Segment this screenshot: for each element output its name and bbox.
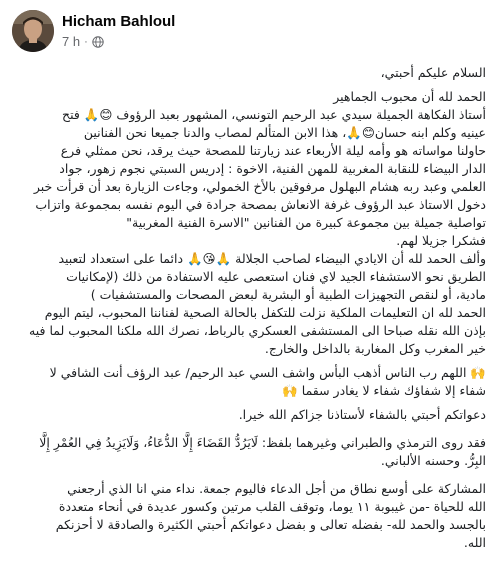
post-line: دخول الاستاذ عبد الرؤوف غرفة الانعاش بمصحة جرادة في اليوم نفسه بمجموعة واتزاب [35, 197, 486, 212]
post-line: الحمد لله أن محبوب الجماهير [333, 89, 486, 104]
post-line: عينيه وكلم ابنه حسان😊🙏، هذا الابن المتألم لمصاب والدنا جميعا نحن الفنانين [83, 125, 486, 140]
post-line: تواصلية جميلة بين مجموعة كبيرة من الفنانين "الاسرة الفنية المغربية" [126, 215, 486, 230]
post-line: حاولنا مواساته هو وأمه ليلة الأربعاء عند زيارتنا للمصحة حيث يرقد، نحن ممثلي فرع [60, 143, 486, 158]
post-line: العلمي وعبد ربه هشام البهلول مرفوقين بالأخ الخمولي، وجاءت الزيارة بعد أن قرأت خبر [33, 179, 486, 194]
post-line: الدار البيضاء للنقابة المغربية للمهن الفنية، الاخوة : إدريس السبتي نجوم زهور، جواد [59, 161, 486, 176]
globe-icon [92, 36, 104, 48]
post-line: دعواتكم أحبتي بالشفاء لأستاذنا جزاكم الله خيرا. [238, 407, 486, 422]
meta-separator: · [84, 35, 88, 48]
post-line: أستاذ الفكاهة الجميلة سيدي عبد الرحيم التونسي، المشهور بعبد الرؤوف 😊🙏 فتح [62, 107, 486, 122]
post-line: المشاركة على أوسع نطاق من أجل الدعاء فاليوم جمعة. نداء مني انا الذي أرجعني [67, 481, 486, 496]
avatar-photo [12, 10, 54, 52]
post-timestamp[interactable]: 7 h [62, 34, 81, 49]
post-line: الله للحياة -من غيبوبة ١١ يوما، وتوقف القلب مرتين وكسور عديدة في أنحاء متعددة [58, 499, 486, 514]
post-line: البِرُّ. وحسنه الألباني. [380, 453, 486, 468]
post-line: السلام عليكم أحبتي، [380, 65, 486, 80]
post-line: 🙌 اللهم رب الناس أذهب البأس واشف السي عبد الرحيم/ عبد الرؤف أنت الشافي لا [49, 365, 486, 380]
post-line: خير المغرب وكل المغاربة بالداخل والخارج. [264, 341, 486, 356]
post-line: بإذن الله نقله صباحا الى المستشفى العسكري بالرباط، نصرك الله ملكنا المحبوب لما فيه [29, 323, 486, 338]
post-line: فقد روى الترمذي والطبراني وغيرهما بلفظ: لَايَرُدُّ القَضَاءَ إِلَّا الدُّعَاءُ، وَلَايَزِيدُ فِي العُمْرِ إِلَّا [39, 435, 486, 450]
post-line: مادية، أو لنقص التجهيزات الطبية أو البشرية لبعض المصحات والمستشفيات ) [90, 287, 486, 302]
post-line: وألف الحمد لله أن الايادي البيضاء لصاحب الجلالة 🙏😘🙏 دائما على استعداد لتعبيد [58, 251, 486, 266]
author-name[interactable]: Hicham Bahloul [62, 13, 176, 30]
post-meta [62, 34, 104, 49]
post-line: فشكرا جزيلا لهم. [396, 233, 486, 248]
post-line: بالجسد والحمد لله- بفضله تعالى و بفضل دعواتكم أحبتي الكثيرة والصادقة لا أحزنكم [55, 517, 486, 532]
post-line: الحمد لله ان التعليمات الملكية نزلت للتكفل بالحالة الصحية لفناننا المحبوب، ليتم اليوم [44, 305, 486, 320]
post-line: الطريق نحو الاستشفاء الجيد لاي فنان استعصى عليه الاستفادة من ذلك (لإمكانيات [66, 269, 486, 284]
author-avatar[interactable] [12, 10, 54, 52]
post-line: شفاء إلا شفاؤك شفاء لا يغادر سقما 🙌 [282, 383, 486, 398]
post-line: الله. [463, 535, 486, 550]
